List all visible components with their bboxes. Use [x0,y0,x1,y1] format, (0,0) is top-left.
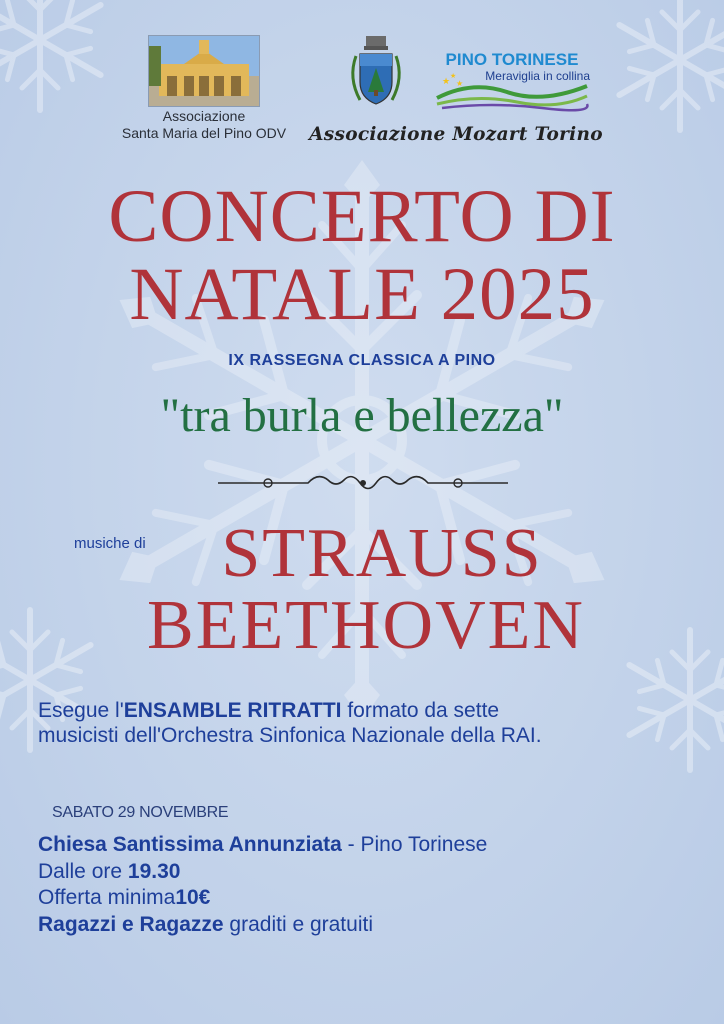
desc-part2: formato da sette [341,699,500,722]
snowflake-icon [610,0,724,130]
association-mozart: Associazione Mozart Torino [309,124,603,145]
price-label: Offerta minima [38,886,176,909]
assoc-line2: Santa Maria del Pino ODV [121,125,287,141]
kids-label: Ragazzi e Ragazze [38,912,224,936]
tagline: "tra burla e bellezza" [160,389,564,442]
venue-line [38,832,698,859]
svg-text:★: ★ [442,77,451,87]
composer-strauss: STRAUSS [221,515,543,592]
time-line [38,859,698,886]
assoc-line1: Associazione [162,108,246,124]
desc-part1: Esegue l' [38,699,124,722]
svg-text:★: ★ [450,72,457,80]
title-line1: CONCERTO DI [108,175,616,258]
event-price: 10€ [175,886,211,909]
flourish-divider [218,468,508,498]
pino-torinese-title: PINO TORINESE [445,50,579,69]
venue-name: Chiesa Santissima Annunziata [38,833,342,856]
pino-torinese-subtitle: Meraviglia in collina [485,69,590,83]
ensemble-name: ENSAMBLE RITRATTI [123,699,342,722]
coat-of-arms-icon [346,34,406,114]
composer-beethoven: BEETHOVEN [147,587,585,664]
program-intro: musiche di [74,535,146,552]
title-line2: NATALE 2025 [129,253,595,336]
event-date: SABATO 29 NOVEMBRE [52,804,229,821]
time-label: Dalle ore [38,859,128,883]
kids-line [38,912,698,939]
church-photo [148,35,260,107]
performer-description [38,698,708,748]
event-details [38,832,698,938]
desc-line1 [38,698,708,723]
price-line [38,885,698,912]
event-time: 19.30 [127,859,181,883]
svg-text:★: ★ [456,79,464,88]
event-series: IX RASSEGNA CLASSICA A PINO [228,352,496,369]
association-santa-maria [112,108,296,142]
snowflake-icon [0,0,110,110]
venue-city: - Pino Torinese [341,833,488,856]
desc-line2: musicisti dell'Orchestra Sinfonica Nazionale della RAI. [38,724,542,747]
kids-note: graditi e gratuiti [223,912,373,936]
